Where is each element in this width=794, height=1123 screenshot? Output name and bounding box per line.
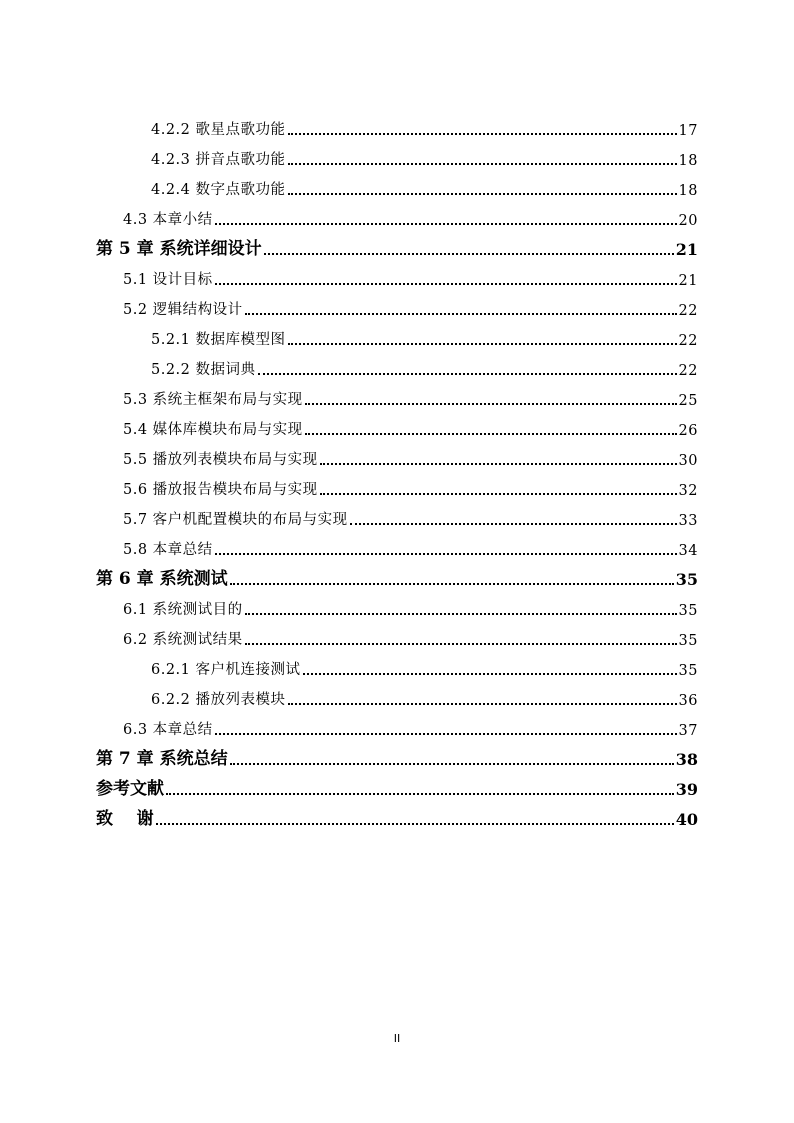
toc-entry-page: 22 <box>678 333 698 349</box>
toc-entry[interactable] <box>151 323 698 353</box>
toc-entry-label: 5.8 本章总结 <box>123 542 213 558</box>
toc-entry-label: 5.5 播放列表模块布局与实现 <box>123 452 318 468</box>
dot-leader <box>230 763 674 765</box>
toc-entry-label: 6.3 本章总结 <box>123 722 213 738</box>
toc-entry[interactable] <box>151 653 698 683</box>
toc-entry-page: 36 <box>678 693 698 709</box>
toc-entry-label: 5.2.2 数据词典 <box>151 362 256 378</box>
toc-entry-label: 5.4 媒体库模块布局与实现 <box>123 422 303 438</box>
dot-leader <box>320 463 677 465</box>
toc-entry-label: 第 5 章 系统详细设计 <box>96 239 262 259</box>
toc-entry-page: 26 <box>678 423 698 439</box>
dot-leader <box>166 793 674 795</box>
dot-leader <box>305 433 677 435</box>
dot-leader <box>288 193 677 195</box>
dot-leader <box>288 133 677 135</box>
dot-leader <box>288 703 677 705</box>
toc-entry-page: 38 <box>675 750 698 769</box>
toc-entry-page: 22 <box>678 363 698 379</box>
toc-entry-label: 4.3 本章小结 <box>123 212 213 228</box>
dot-leader <box>245 313 677 315</box>
toc-entry[interactable] <box>123 713 698 743</box>
toc-entry-page: 21 <box>678 273 698 289</box>
toc-entry-label: 5.7 客户机配置模块的布局与实现 <box>123 512 348 528</box>
toc-entry-page: 32 <box>678 483 698 499</box>
dot-leader <box>215 283 677 285</box>
toc-entry[interactable] <box>123 623 698 653</box>
toc-entry[interactable] <box>123 473 698 503</box>
toc-chapter-entry[interactable] <box>96 773 698 803</box>
toc-entry[interactable] <box>151 353 698 383</box>
toc-entry-page: 35 <box>678 603 698 619</box>
toc-entry-label: 6.2.1 客户机连接测试 <box>151 662 301 678</box>
toc-entry[interactable] <box>123 293 698 323</box>
table-of-contents <box>0 113 794 833</box>
dot-leader <box>288 163 677 165</box>
toc-entry-page: 40 <box>675 810 698 829</box>
toc-entry[interactable] <box>123 503 698 533</box>
toc-entry-page: 22 <box>678 303 698 319</box>
dot-leader <box>288 343 677 345</box>
toc-entry-label: 5.2 逻辑结构设计 <box>123 302 243 318</box>
dot-leader <box>320 493 677 495</box>
toc-entry[interactable] <box>151 173 698 203</box>
dot-leader <box>245 613 677 615</box>
toc-entry-label: 致 谢 <box>96 809 154 829</box>
toc-entry[interactable] <box>123 383 698 413</box>
page-number: II <box>393 1032 401 1045</box>
dot-leader <box>230 583 674 585</box>
toc-entry-label: 第 6 章 系统测试 <box>96 569 228 589</box>
toc-entry-label: 6.2 系统测试结果 <box>123 632 243 648</box>
toc-chapter-entry[interactable] <box>96 233 698 263</box>
toc-entry[interactable] <box>123 533 698 563</box>
toc-entry-page: 37 <box>678 723 698 739</box>
toc-chapter-entry[interactable] <box>96 563 698 593</box>
dot-leader <box>305 403 677 405</box>
dot-leader <box>215 733 677 735</box>
toc-entry-label: 6.2.2 播放列表模块 <box>151 692 286 708</box>
toc-entry-page: 30 <box>678 453 698 469</box>
dot-leader <box>350 523 677 525</box>
toc-entry[interactable] <box>123 443 698 473</box>
toc-entry-page: 33 <box>678 513 698 529</box>
toc-entry-label: 6.1 系统测试目的 <box>123 602 243 618</box>
toc-entry-page: 17 <box>678 123 698 139</box>
toc-chapter-entry[interactable] <box>96 743 698 773</box>
dot-leader <box>303 673 677 675</box>
toc-entry-page: 25 <box>678 393 698 409</box>
toc-entry-label: 5.6 播放报告模块布局与实现 <box>123 482 318 498</box>
toc-entry-label: 5.1 设计目标 <box>123 272 213 288</box>
toc-entry-label: 5.3 系统主框架布局与实现 <box>123 392 303 408</box>
dot-leader <box>156 823 674 825</box>
toc-entry-label: 第 7 章 系统总结 <box>96 749 228 769</box>
toc-entry-label: 4.2.4 数字点歌功能 <box>151 182 286 198</box>
toc-entry[interactable] <box>123 203 698 233</box>
dot-leader <box>215 223 677 225</box>
toc-entry-label: 5.2.1 数据库模型图 <box>151 332 286 348</box>
toc-entry-page: 39 <box>675 780 698 799</box>
toc-entry[interactable] <box>123 413 698 443</box>
toc-chapter-entry[interactable] <box>96 803 698 833</box>
toc-entry-page: 21 <box>675 240 698 259</box>
toc-entry-page: 35 <box>678 663 698 679</box>
toc-entry[interactable] <box>151 113 698 143</box>
toc-entry[interactable] <box>151 143 698 173</box>
toc-entry[interactable] <box>151 683 698 713</box>
toc-entry-page: 18 <box>678 153 698 169</box>
dot-leader <box>264 253 674 255</box>
toc-entry-page: 20 <box>678 213 698 229</box>
dot-leader <box>215 553 677 555</box>
toc-entry-page: 34 <box>678 543 698 559</box>
toc-entry-page: 18 <box>678 183 698 199</box>
toc-entry-page: 35 <box>675 570 698 589</box>
dot-leader <box>258 373 677 375</box>
toc-entry-label: 4.2.3 拼音点歌功能 <box>151 152 286 168</box>
toc-entry-label: 参考文献 <box>96 779 164 799</box>
dot-leader <box>245 643 677 645</box>
toc-entry-label: 4.2.2 歌星点歌功能 <box>151 122 286 138</box>
toc-entry[interactable] <box>123 593 698 623</box>
toc-entry[interactable] <box>123 263 698 293</box>
toc-entry-page: 35 <box>678 633 698 649</box>
